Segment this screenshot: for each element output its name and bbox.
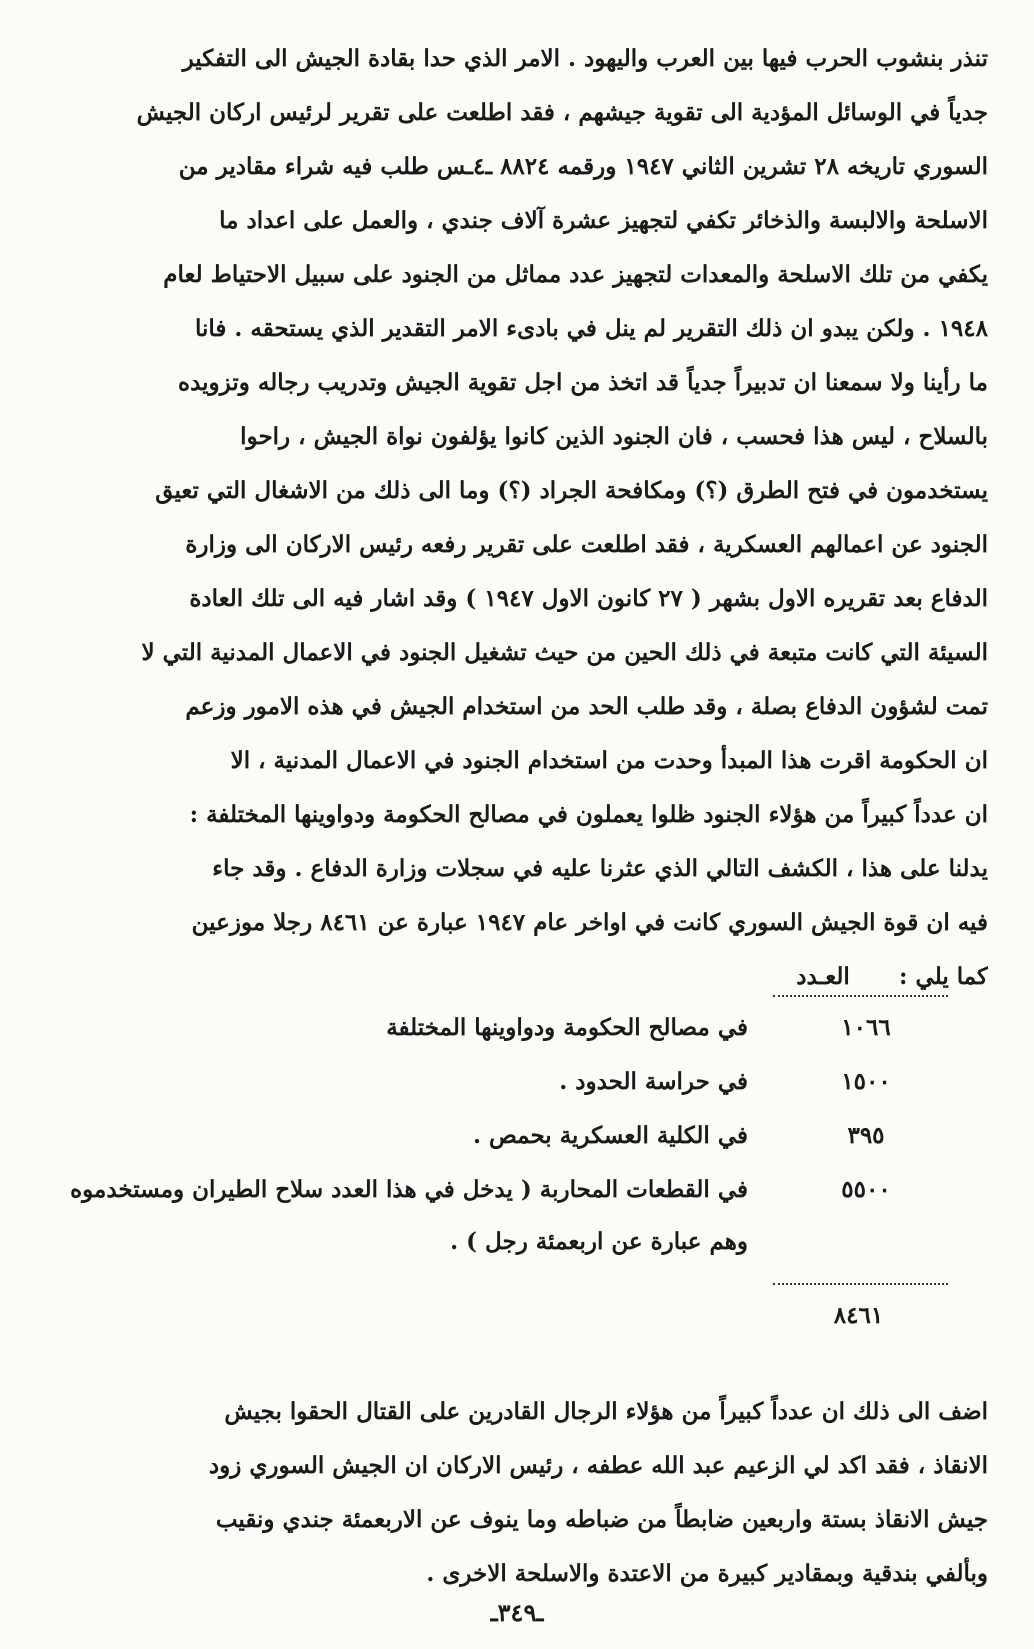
body-paragraph [38, 32, 988, 1004]
row-description: في حراسة الحدود . [559, 1068, 748, 1095]
text-line: الجنود عن اعمالهم العسكرية ، فقد اطلعت على تقرير رفعه رئيس الاركان الى وزارة [185, 531, 988, 558]
row-description: في مصالح الحكومة ودواوينها المختلفة [386, 1014, 748, 1041]
text-line: جيش الانقاذ بستة واربعين ضابطاً من ضباطه وما ينوف عن الاربعمئة جندي ونقيب [215, 1506, 988, 1533]
text-line: تنذر بنشوب الحرب فيها بين العرب واليهود . الامر الذي حدا بقادة الجيش الى التفكير [182, 45, 988, 72]
text-line: يستخدمون في فتح الطرق (؟) ومكافحة الجراد (؟) وما الى ذلك من الاشغال التي تعيق [155, 477, 988, 504]
text-line: ١٩٤٨ . ولكن يبدو ان ذلك التقرير لم ينل في بادىء الامر التقدير الذي يستحقه . فانا [195, 315, 988, 342]
text-line: ما رأينا ولا سمعنا ان تدبيراً جدياً قد اتخذ من اجل تقوية الجيش وتدريب رجاله وتزويده [178, 369, 988, 396]
text-line: يكفي من تلك الاسلحة والمعدات لتجهيز عدد مماثل من الجنود على سبيل الاحتياط لعام [163, 261, 988, 288]
text-line: ان عدداً كبيراً من هؤلاء الجنود ظلوا يعملون في مصالح الحكومة ودواوينها المختلفة : [189, 801, 988, 828]
row-description: في القطعات المحاربة ( يدخل في هذا العدد سلاح الطيران ومستخدموه [70, 1176, 748, 1203]
text-line: فيه ان قوة الجيش السوري كانت في اواخر عام ١٩٤٧ عبارة عن ٨٤٦١ رجلا موزعين [191, 909, 988, 936]
text-line: كما يلي : [899, 963, 988, 990]
text-line: السوري تاريخه ٢٨ تشرين الثاني ١٩٤٧ ورقمه ٨٨٢٤ ـ٤ـس طلب فيه شراء مقادير من [178, 153, 988, 180]
text-line: ان الحكومة اقرت هذا المبدأ وحدت من استخدام الجنود في الاعمال المدنية ، الا [230, 747, 988, 774]
text-line: الانقاذ ، فقد اكد لي الزعيم عبد الله عطفه ، رئيس الاركان ان الجيش السوري زود [208, 1452, 988, 1479]
row-count: ٥٥٠٠ [841, 1176, 891, 1203]
text-line: الاسلحة والالبسة والذخائر تكفي لتجهيز عشرة آلاف جندي ، والعمل على اعداد ما [219, 207, 988, 234]
text-line: وبألفي بندقية وبمقادير كبيرة من الاعتدة والاسلحة الاخرى . [426, 1560, 988, 1587]
row-count: ١٠٦٦ [841, 1014, 891, 1041]
text-line: تمت لشؤون الدفاع بصلة ، وقد طلب الحد من استخدام الجيش في هذه الامور وزعم [185, 693, 988, 720]
row-count: ١٥٠٠ [841, 1068, 891, 1095]
table-row [38, 1215, 988, 1269]
table-row [38, 1163, 988, 1217]
page-number: ـ٣٤٩ـ [490, 1598, 544, 1627]
total-divider [773, 1283, 948, 1285]
text-line: الدفاع بعد تقريره الاول بشهر ( ٢٧ كانون الاول ١٩٤٧ ) وقد اشار فيه الى تلك العادة [189, 585, 988, 612]
text-line: يدلنا على هذا ، الكشف التالي الذي عثرنا عليه في سجلات وزارة الدفاع . وقد جاء [212, 855, 988, 882]
text-line: السيئة التي كانت متبعة في ذلك الحين من حيث تشغيل الجنود في الاعمال المدنية التي لا [141, 639, 988, 666]
header-divider [773, 995, 948, 997]
text-line: اضف الى ذلك ان عدداً كبيراً من هؤلاء الرجال القادرين على القتال الحقوا بجيش [224, 1398, 988, 1425]
row-description: وهم عبارة عن اربعمئة رجل ) . [450, 1228, 748, 1255]
row-count: ٣٩٥ [847, 1122, 885, 1149]
text-line: جدياً في الوسائل المؤدية الى تقوية جيشهم ، فقد اطلعت على تقرير لرئيس اركان الجيش [136, 99, 988, 126]
table-row [38, 1109, 988, 1163]
total-count: ٨٤٦١ [833, 1302, 884, 1329]
text-line: بالسلاح ، ليس هذا فحسب ، فان الجنود الذين كانوا يؤلفون نواة الجيش ، راحوا [240, 423, 988, 450]
count-column-header: العـدد [796, 963, 850, 990]
row-description: في الكلية العسكرية بحمص . [472, 1122, 748, 1149]
table-row [38, 1001, 988, 1055]
table-row [38, 1055, 988, 1109]
closing-paragraph [38, 1385, 988, 1601]
